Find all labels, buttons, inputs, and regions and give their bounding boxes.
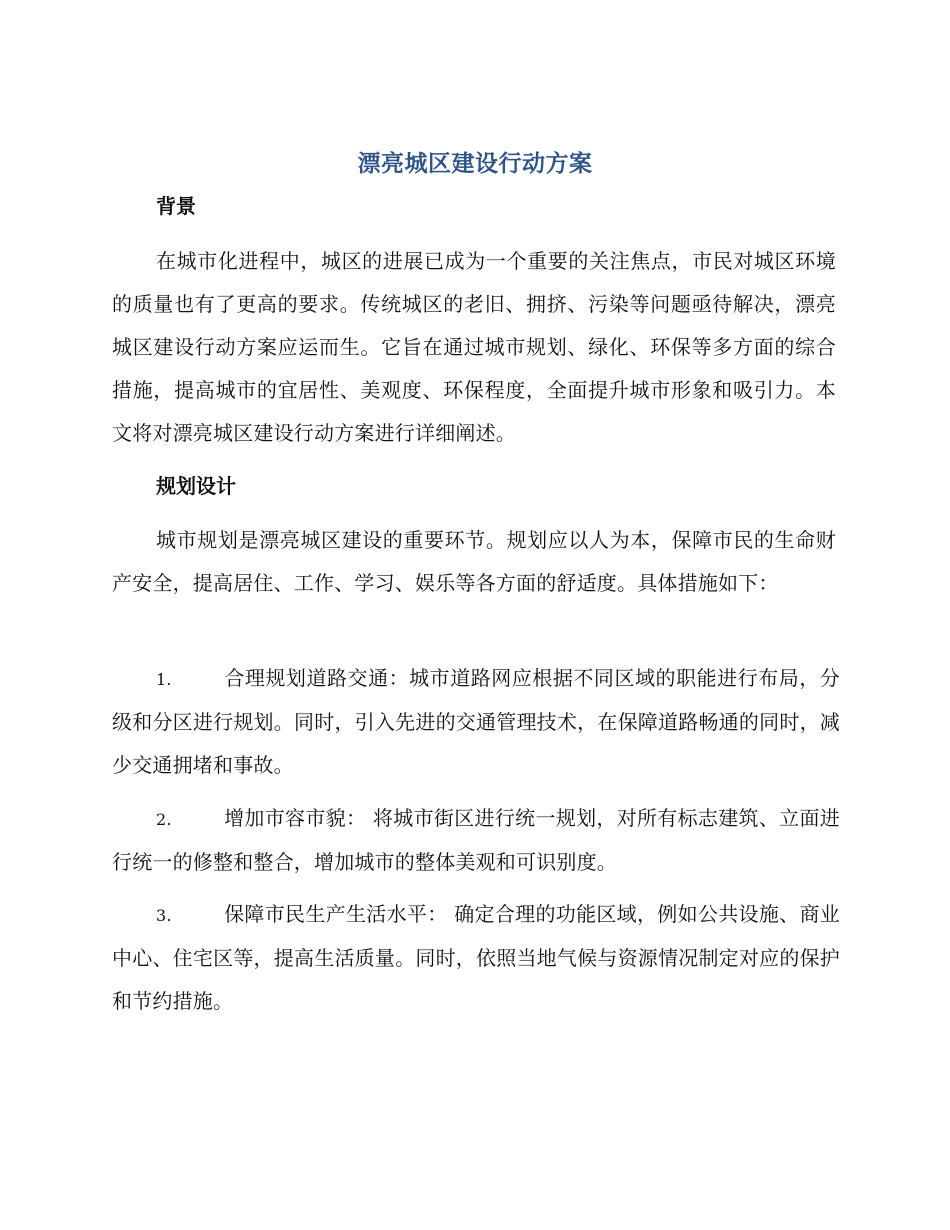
document-title: 漂亮城区建设行动方案 bbox=[357, 151, 593, 177]
list-item bbox=[112, 657, 840, 787]
list-item bbox=[112, 797, 840, 884]
section-heading-background: 背景 bbox=[156, 194, 196, 218]
planning-intro-paragraph: 城市规划是漂亮城区建设的重要环节。规划应以人为本，保障市民的生命财产安全，提高居住、工作、学习、娱乐等各方面的舒适度。具体措施如下： bbox=[112, 528, 836, 595]
list-item-number: 1. bbox=[156, 670, 172, 689]
list-item-number: 3. bbox=[156, 906, 172, 925]
list-item-text: 增加市容市貌： 将城市街区进行统一规划，对所有标志建筑、立面进行统一的修整和整合，增加城市的整体美观和可识别度。 bbox=[112, 806, 840, 874]
list-item-text: 合理规划道路交通：城市道路网应根据不同区域的职能进行布局，分级和分区进行规划。同时，引入先进的交通管理技术，在保障道路畅通的同时，减少交通拥堵和事故。 bbox=[112, 666, 840, 777]
list-item bbox=[112, 893, 840, 1023]
background-paragraph: 在城市化进程中，城区的进展已成为一个重要的关注焦点，市民对城区环境的质量也有了更高的要求。传统城区的老旧、拥挤、污染等问题亟待解决，漂亮城区建设行动方案应运而生。它旨在通过城市规划、绿化、环保等多方面的综合措施，提高城市的宜居性、美观度、环保程度，全面提升城市形象和吸引力。本文将对漂亮城区建设行动方案进行详细阐述。 bbox=[112, 249, 836, 445]
list-item-text: 保障市民生产生活水平： 确定合理的功能区域，例如公共设施、商业中心、住宅区等，提高生活质量。同时，依照当地气候与资源情况制定对应的保护和节约措施。 bbox=[112, 902, 840, 1013]
list-item-number: 2. bbox=[156, 810, 172, 829]
section-heading-planning: 规划设计 bbox=[156, 474, 236, 498]
